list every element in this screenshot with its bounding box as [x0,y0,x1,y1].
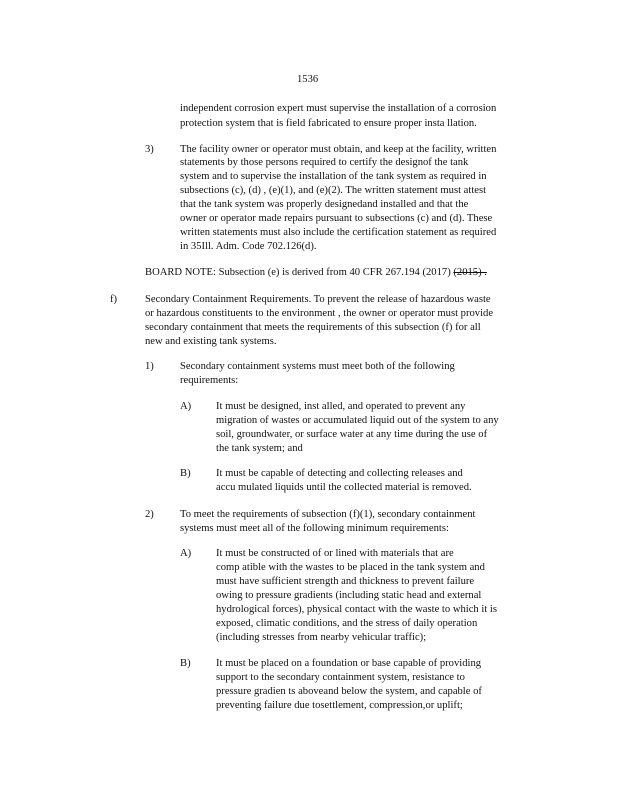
body-line: that the tank system was properly designedand installed and that the [180,199,469,210]
body-line: accu mulated liquids until the collected material is removed. [216,482,472,493]
body-line: pressure gradien ts aboveand below the system, and capable of [216,686,482,697]
body-line: To meet the requirements of subsection (f)(1), secondary containment [180,509,476,520]
body-line: system and to supervise the installation of the tank system as required in [180,171,487,182]
body-line: preventing failure due tosettlement, compression,or uplift; [216,700,463,711]
body-line: must have sufficient strength and thickness to prevent failure [216,576,475,587]
body-line: new and existing tank systems. [145,336,277,347]
body-line: The facility owner or operator must obtain, and keep at the facility, written [180,144,497,155]
body-line: systems must meet all of the following minimum requirements: [180,523,449,534]
body-line: It must be placed on a foundation or base capable of providing [216,658,482,669]
body-line: Secondary containment systems must meet both of the following [180,361,455,372]
body-line: statements by those persons required to certify the designof the tank [180,157,469,168]
body-line: It must be constructed of or lined with materials that are [216,548,454,559]
item-label: 2) [145,509,154,520]
body-line: It must be designed, inst alled, and operated to prevent any [216,401,466,412]
item-label: 3) [145,144,154,155]
body-line: It must be capable of detecting and collecting releases and [216,468,463,479]
body-line: protection system that is field fabricated to ensure proper insta llation. [180,118,477,129]
body-line: (including stresses from nearby vehicular traffic); [216,632,427,643]
board-note-text: BOARD NOTE: Subsection (e) is derived from 40 CFR 267.194 (2017) [145,267,451,278]
body-line: the tank system; and [216,443,303,454]
body-line: or hazardous constituents to the environment , the owner or operator must provide [145,308,494,319]
body-line: migration of wastes or accumulated liquid out of the system to any [216,415,499,426]
item-label: A) [180,548,192,559]
item-label: B) [180,658,191,669]
body-line: comp atible with the wastes to be placed in the tank system and [216,562,485,573]
board-note [145,266,487,279]
item-label: B) [180,468,191,479]
body-line: owner or operator made repairs pursuant to subsections (c) and (d). These [180,213,493,224]
body-line: owing to pressure gradients (including static head and external [216,590,482,601]
body-line: independent corrosion expert must supervise the installation of a corrosion [180,103,497,114]
body-line: in 35Ill. Adm. Code 702.126(d). [180,241,317,252]
item-label: f) [110,294,118,305]
body-line: requirements: [180,375,239,386]
item-label: 1) [145,361,154,372]
item-label: A) [180,401,192,412]
body-line: exposed, climatic conditions, and the stress of daily operation [216,618,478,629]
body-line: hydrological forces), physical contact with the waste to which it is [216,604,497,615]
body-line: secondary containment that meets the requirements of this subsection (f) for all [145,322,481,333]
page-number: 1536 [297,74,319,85]
struck-text: (2015) . [453,267,487,278]
body-line: subsections (c), (d) , (e)(1), and (e)(2). The written statement must attest [180,185,487,196]
body-line: support to the secondary containment system, resistance to [216,672,465,683]
body-line: Secondary Containment Requirements. To prevent the release of hazardous waste [145,294,491,305]
body-line: written statements must also include the certification statement as required [180,227,497,238]
body-line: soil, groundwater, or surface water at any time during the use of [216,429,488,440]
